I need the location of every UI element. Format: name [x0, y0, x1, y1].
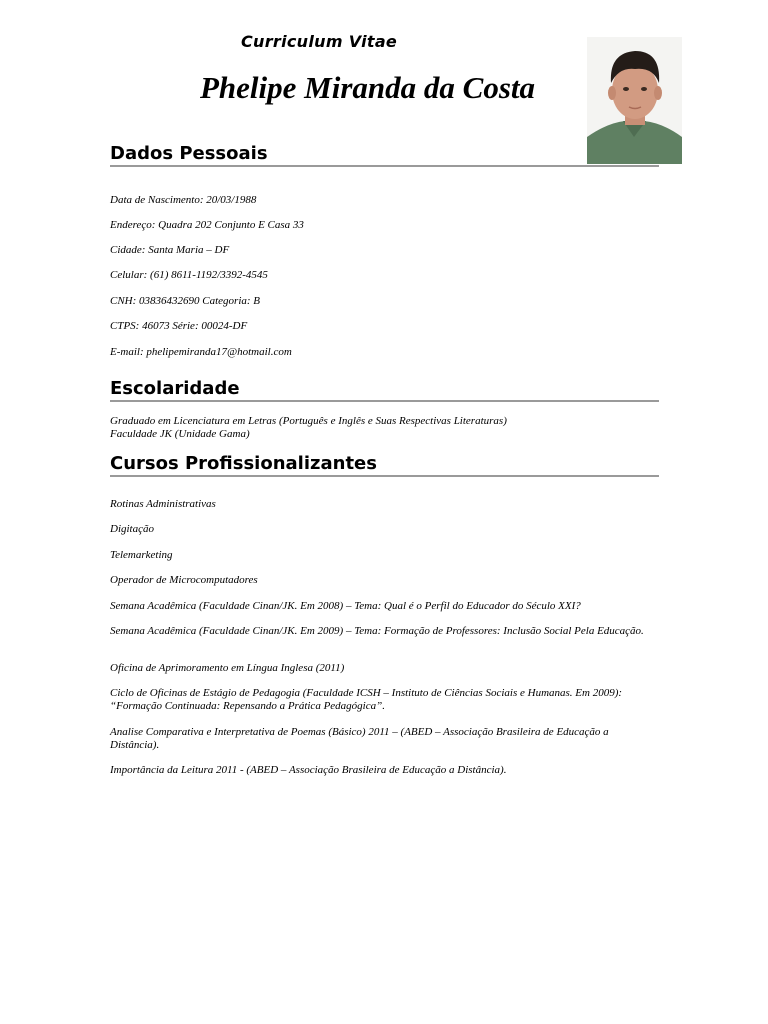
education-degree: Graduado em Licenciatura em Letras (Português e Inglês e Suas Respectivas Literaturas)	[110, 415, 507, 427]
course-item: Ciclo de Oficinas de Estágio de Pedagogia (Faculdade ICSH – Instituto de Ciências Sociais e Humanas. Em 2009): “Formação Continuada: Repensando a Prática Pedagógica”.	[110, 687, 623, 712]
personal-email: E-mail: phelipemiranda17@hotmail.com	[110, 346, 292, 358]
section-divider	[110, 475, 659, 477]
course-item: Oficina de Aprimoramento em Língua Inglesa (2011)	[110, 662, 345, 674]
course-item: Digitação	[110, 523, 154, 535]
candidate-name: Phelipe Miranda da Costa	[200, 70, 536, 105]
personal-phone: Celular: (61) 8611-1192/3392-4545	[110, 269, 268, 281]
course-item: Analise Comparativa e Interpretativa de Poemas (Básico) 2011 – (ABED – Associação Brasileira de Educação a Distância).	[110, 726, 609, 751]
education-institution: Faculdade JK (Unidade Gama)	[110, 428, 250, 440]
course-item: Telemarketing	[110, 549, 173, 561]
section-divider	[110, 165, 659, 167]
course-item: Operador de Microcomputadores	[110, 574, 258, 586]
personal-city: Cidade: Santa Maria – DF	[110, 244, 230, 256]
personal-work-card: CTPS: 46073 Série: 00024-DF	[110, 320, 248, 332]
personal-birth-date: Data de Nascimento: 20/03/1988	[110, 194, 257, 206]
section-title-personal: Dados Pessoais	[110, 143, 268, 164]
section-title-courses: Cursos Profissionalizantes	[110, 453, 377, 474]
section-divider	[110, 400, 659, 402]
course-item: Semana Acadêmica (Faculdade Cinan/JK. Em 2008) – Tema: Qual é o Perfil do Educador do Século XXI?	[110, 600, 581, 612]
document-label: Curriculum Vitae	[241, 32, 398, 51]
course-item: Rotinas Administrativas	[110, 498, 216, 510]
section-title-education: Escolaridade	[110, 378, 240, 399]
course-item: Importância da Leitura 2011 - (ABED – Associação Brasileira de Educação a Distância).	[110, 764, 507, 776]
profile-photo	[587, 37, 682, 164]
personal-address: Endereço: Quadra 202 Conjunto E Casa 33	[110, 219, 304, 231]
personal-driver-license: CNH: 03836432690 Categoria: B	[110, 295, 261, 307]
course-item: Semana Acadêmica (Faculdade Cinan/JK. Em 2009) – Tema: Formação de Professores: Inclusão Social Pela Educação.	[110, 625, 644, 637]
